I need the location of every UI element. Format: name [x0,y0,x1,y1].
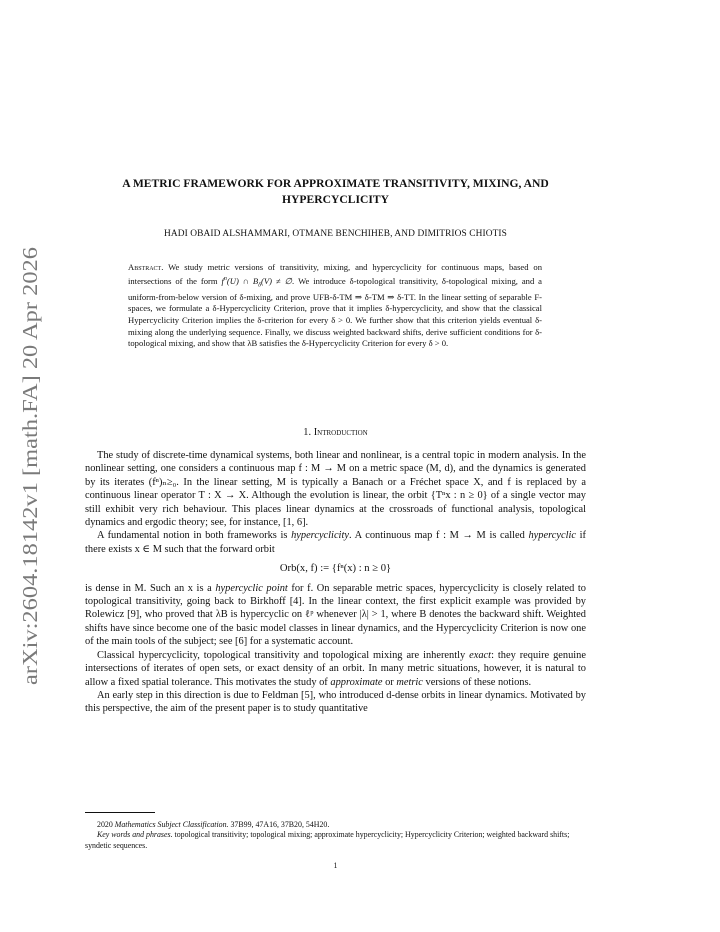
arxiv-stamp [10,245,44,685]
term-hypercyclic: hypercyclic [528,530,576,542]
paragraph-3-text-a: is dense in M. Such an x is a [85,582,216,594]
section-heading [85,427,586,438]
abstract-formula-sup: n [223,275,227,282]
paragraph-4-text-e: or [382,676,397,688]
paragraph-2 [85,529,586,556]
footnote-keywords [85,830,586,851]
term-metric: metric [396,676,423,688]
abstract-label: Abstract. [128,262,164,272]
author-list: HADI OBAID ALSHAMMARI, OTMANE BENCHIHEB, AND DIMITRIOS CHIOTIS [164,229,507,239]
paragraph-1: The study of discrete-time dynamical systems, both linear and nonlinear, is a central topic in modern analysis. In the nonlinear setting, one considers a continuous map f : M → M on a metric space (M, d), and the dynamics is generated by its iterates (fⁿ)ₙ≥₀. In the linear setting, M is typically a Banach or a Fréchet space X, and f is replaced by a continuous linear operator T : X → X. Although the evolution is linear, the orbit {Tⁿx : n ≥ 0} of a single vector may still exhibit very rich behaviour. This places linear dynamics at the crossroads of functional analysis, topological dynamics and ergodic theory; see, for instance, [1, 6]. [85,450,586,529]
term-hypercyclic-point: hypercyclic point [215,582,288,594]
abstract-formula-sub: δ [258,282,261,289]
title-line-2: HYPERCYCLICITY [282,193,389,206]
abstract [128,262,542,350]
paragraph-2-text-e: if there exists x ∈ M such that the forward orbit [85,530,586,555]
paragraph-3 [85,582,586,649]
paragraph-4 [85,649,586,689]
display-equation-orbit: Orb(x, f) := {fⁿ(x) : n ≥ 0} [279,563,392,575]
footnote-msc [85,820,586,830]
arxiv-stamp-text: arXiv:2604.18142v1 [math.FA] 20 Apr 2026 [18,299,42,685]
body-text [85,449,586,716]
msc-codes: 37B99, 47A16, 37B20, 54H20. [228,820,330,829]
footnotes [85,820,586,851]
section-title: Introduction [313,427,368,438]
paper-title [85,176,586,208]
paragraph-2-text-a: A fundamental notion in both frameworks is [97,530,292,542]
msc-label: Mathematics Subject Classification. [114,820,229,829]
paragraph-4-text-c: : they require genuine intersections of iterates of open sets, or exact density of an orbit. In many metric situations, however, it is natural to allow a fixed spatial tolerance. This motivates the study of [85,649,586,688]
term-approximate: approximate [330,676,383,688]
paragraph-4-text-a: Classical hypercyclicity, topological transitivity and topological mixing are inherently [97,649,470,661]
keywords-text: topological transitivity; topological mixing; approximate hypercyclicity; Hypercyclicity Criterion; weighted backward shifts; syndetic sequences. [85,830,570,850]
page-number: 1 [333,861,338,870]
keywords-label: Key words and phrases. [97,830,173,840]
abstract-formula-f: f [221,275,224,286]
paragraph-3-text-c: for f. On separable metric spaces, hypercyclicity is closely related to topological transitivity, going back to Birkhoff [4]. In the linear context, the first explicit example was provided by Rolewicz [9], who proved that λB is hypercyclic on ℓᵖ whenever |λ| > 1, where B denotes the backward shift. Weighted shifts have since become one of the basic model classes in linear dynamics, and the Hypercyclicity Criterion is now one of the main tools of the subject; see [6] for a systematic account. [85,582,586,648]
abstract-text-1: We study metric versions of transitivity, mixing, and hypercyclicity for continuous maps, based on intersections of the form [128,262,542,286]
paragraph-2-text-c: . A continuous map f : M → M is called [348,530,529,542]
section-number: 1. [303,427,312,438]
title-line-1: A METRIC FRAMEWORK FOR APPROXIMATE TRANSITIVITY, MIXING, AND [122,177,549,190]
abstract-formula-b: (U) ∩ B [226,275,259,286]
paragraph-5: An early step in this direction is due to Feldman [5], who introduced d-dense orbits in linear dynamics. Motivated by this perspective, the aim of the present paper is to study quantitative [85,689,586,715]
abstract-text-2: . We introduce δ-topological transitivity, δ-topological mixing, and a uniform-from-below version of δ-mixing, and prove UFB-δ-TM ⇒ δ-TM ⇒ δ-TT. In the linear setting of separable F-spaces, we formulate a δ-Hypercyclicity Criterion, prove that it implies δ-hypercyclicity, and show that the classical Hypercyclicity Criterion implies the δ-criterion for every δ > 0. We further show that this criterion yields eventual δ-mixing along the underlying sequence. Finally, we discuss weighted backward shifts, derive sufficient conditions for δ-topological mixing, and show that λB satisfies the δ-Hypercyclicity Criterion for every δ > 0. [128,275,542,349]
term-exact: exact [469,649,492,661]
paragraph-4-text-g: versions of these notions. [422,676,532,688]
term-hypercyclicity: hypercyclicity [291,530,349,542]
msc-year: 2020 [97,820,115,829]
abstract-formula-c: (V) ≠ ∅ [260,275,293,286]
footnote-rule [85,812,155,813]
